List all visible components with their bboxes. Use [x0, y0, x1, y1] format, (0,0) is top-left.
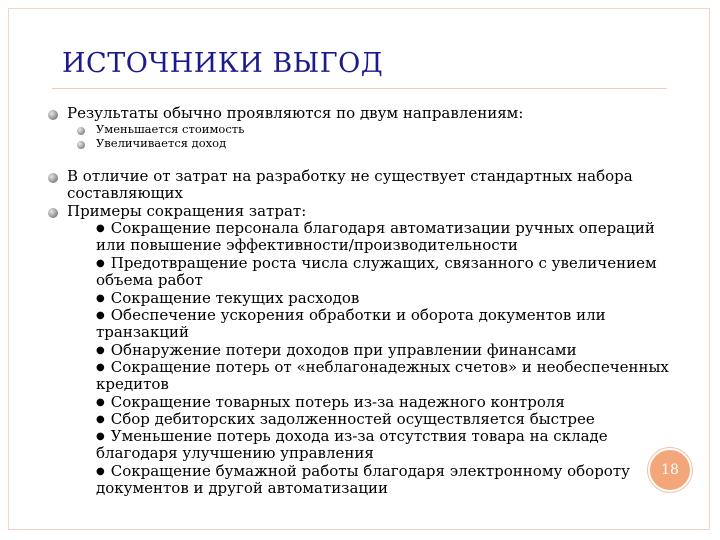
- dot-icon: ●: [96, 310, 105, 321]
- dot-icon: ●: [96, 345, 105, 356]
- list-item: ● Сокращение потерь от «неблагонадежных счетов» и необеспеченных: [96, 358, 669, 376]
- list-item: ● Обеспечение ускорения обработки и оборота документов или: [96, 306, 606, 324]
- dot-icon: ●: [96, 258, 105, 269]
- sub-bullet-icon: [77, 127, 85, 135]
- list-item: ● Сокращение бумажной работы благодаря электронному обороту: [96, 462, 630, 480]
- bullet-text: В отличие от затрат на разработку не существует стандартных набора: [67, 167, 633, 185]
- bullet-icon: [48, 208, 58, 218]
- bullet-text-continued: составляющих: [67, 184, 183, 202]
- list-item-continued: объема работ: [96, 271, 203, 289]
- list-item: ● Сокращение товарных потерь из-за надежного контроля: [96, 393, 565, 411]
- dot-icon: ●: [96, 431, 105, 442]
- bullet-icon: [48, 173, 58, 183]
- list-item: ● Уменьшение потерь дохода из-за отсутствия товара на складе: [96, 427, 608, 445]
- page-number-badge: 18: [648, 448, 692, 492]
- list-item: ● Сбор дебиторских задолженностей осуществляется быстрее: [96, 410, 595, 428]
- slide-title: ИСТОЧНИКИ ВЫГОД: [62, 48, 384, 79]
- dot-icon: ●: [96, 466, 105, 477]
- dot-icon: ●: [96, 397, 105, 408]
- list-item: ● Обнаружение потери доходов при управлении финансами: [96, 341, 577, 359]
- list-item-continued: или повышение эффективности/производительности: [96, 236, 518, 254]
- dot-icon: ●: [96, 362, 105, 373]
- list-item: ● Сокращение персонала благодаря автоматизации ручных операций: [96, 219, 655, 237]
- list-item-continued: благодаря улучшению управления: [96, 444, 374, 462]
- bullet-text: Результаты обычно проявляются по двум направлениям:: [67, 104, 524, 122]
- bullet-text: Примеры сокращения затрат:: [67, 202, 307, 220]
- bullet-icon: [48, 110, 58, 120]
- list-item: ● Сокращение текущих расходов: [96, 289, 360, 307]
- list-item-continued: документов и другой автоматизации: [96, 479, 389, 497]
- dot-icon: ●: [96, 223, 105, 234]
- dot-icon: ●: [96, 414, 105, 425]
- dot-icon: ●: [96, 293, 105, 304]
- sub-bullet-icon: [77, 141, 85, 149]
- sub-bullet-text: Увеличивается доход: [96, 136, 227, 150]
- sub-bullet-text: Уменьшается стоимость: [96, 122, 245, 136]
- list-item-continued: кредитов: [96, 375, 169, 393]
- list-item: ● Предотвращение роста числа служащих, связанного с увеличением: [96, 254, 657, 272]
- list-item-continued: транзакций: [96, 323, 189, 341]
